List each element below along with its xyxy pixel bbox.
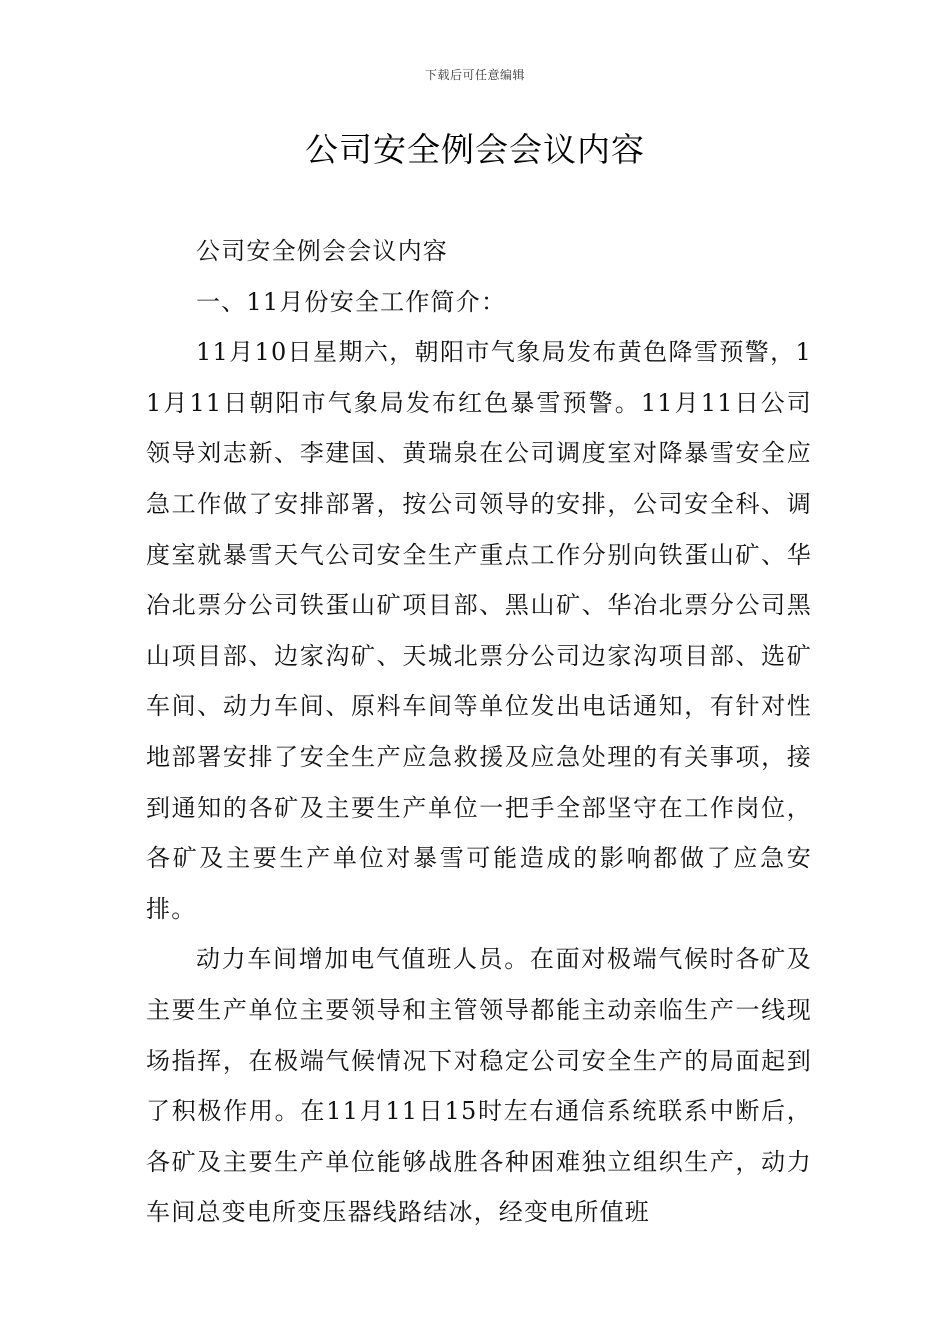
paragraph-snow-warning: 11月10日星期六，朝阳市气象局发布黄色降雪预警，11月11日朝阳市气象局发布红色暴雪预警。11月11日公司领导刘志新、李建国、黄瑞泉在公司调度室对降暴雪安全应急工作做了安排部署，按公司领导的安排，公司安全科、调度室就暴雪天气公司安全生产重点工作分别向铁蛋山矿、华冶北票分公司铁蛋山矿项目部、黑山矿、华冶北票分公司黑山项目部、边家沟矿、天城北票分公司边家沟项目部、选矿车间、动力车间、原料车间等单位发出电话通知，有针对性地部署安排了安全生产应急救援及应急处理的有关事项，接到通知的各矿及主要生产单位一把手全部坚守在工作岗位，各矿及主要生产单位对暴雪可能造成的影响都做了应急安排。 (146, 338, 812, 923)
paragraph-power-workshop: 动力车间增加电气值班人员。在面对极端气候时各矿及主要生产单位主要领导和主管领导都能主动亲临生产一线现场指挥，在极端气候情况下对稳定公司安全生产的局面起到了积极作用。在11月11日15时左右通信系统联系中断后，各矿及主要生产单位能够战胜各种困难独立组织生产，动力车间总变电所变压器线路结冰，经变电所值班 (146, 945, 812, 1227)
paragraph-subtitle: 公司安全例会会议内容 (196, 237, 448, 265)
document-title: 公司安全例会会议内容 (305, 130, 645, 169)
document-body (146, 226, 812, 1238)
header-note: 下载后可任意编辑 (424, 68, 525, 82)
paragraph-section-heading: 一、11月份安全工作简介： (196, 287, 507, 316)
